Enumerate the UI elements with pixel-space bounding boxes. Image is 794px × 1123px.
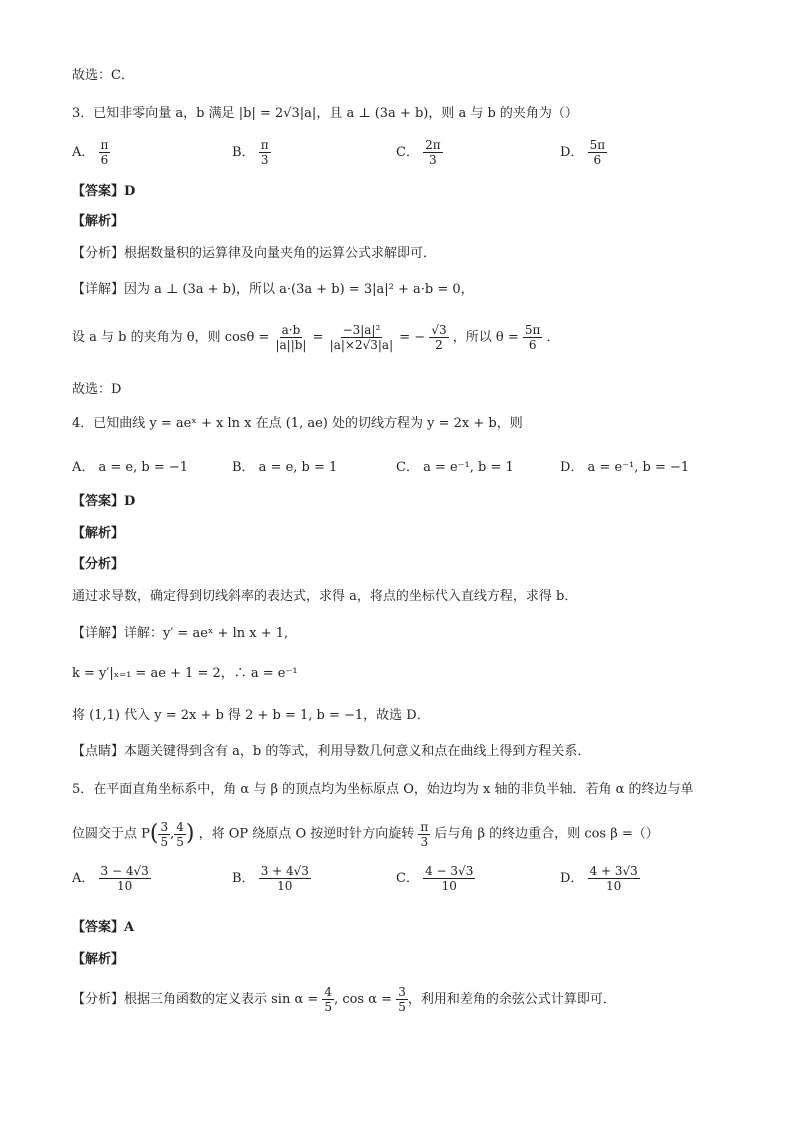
stem-text: 位圆交于点 P: [72, 826, 150, 842]
stem-text: 后与角 β 的终边重合，则 cos β =（）: [434, 826, 659, 842]
option-fraction: $\frac{\pi}{3}$: [260, 138, 269, 167]
q4-fenxi-text: 通过求导数，确定得到切线斜率的表达式，求得 a，将点的坐标代入直线方程，求得 b．: [72, 589, 578, 604]
q3-answer: 【答案】D: [72, 184, 136, 199]
option-label: D．: [560, 145, 584, 160]
q3-stem: 3．已知非零向量 a，b 满足 |b| = 2√3|a|，且 a ⊥ (3a + b)，则 a 与 b 的夹角为（）: [72, 106, 578, 121]
fenxi-text: , cos α =: [334, 992, 393, 1007]
fraction: $\frac{\text{−3|a|²}}{|a|\times 2√3|a|}$: [329, 323, 394, 352]
fraction: $\frac{\pi}{3}$: [420, 819, 429, 849]
q3-detail-2: [72, 318, 734, 358]
q4-fenxi-title: 【分析】: [72, 557, 125, 572]
q4-dianjing: 【点睛】本题关键得到含有 a，b 的等式，利用导数几何意义和点在曲线上得到方程关系．: [72, 744, 591, 759]
q5-option-a: [72, 864, 151, 893]
option-label: B．: [232, 145, 255, 160]
q4-detail-3: 将 (1,1) 代入 y = 2x + b 得 2 + b = 1, b = −1，故选 D．: [72, 708, 430, 723]
option-label: C．: [396, 145, 419, 160]
fraction: $\frac{3}{5}$: [160, 819, 169, 849]
q4-analysis-title: 【解析】: [72, 526, 125, 541]
option-label: A．: [72, 145, 95, 160]
q5-option-b: [232, 864, 311, 893]
q3-option-d: [560, 138, 607, 167]
q4-detail-2: k = y′|ₓ₌₁ = ae + 1 = 2，∴ a = e⁻¹: [72, 666, 298, 681]
equals: =: [312, 330, 324, 345]
q4-option-d: D． a = e⁻¹, b = −1: [560, 460, 690, 475]
fraction: $\frac{a\cdot b}{|a||b|}$: [275, 323, 307, 352]
option-label: D．: [560, 871, 584, 886]
option-label: C．: [396, 871, 419, 886]
option-fraction: $\frac{\pi}{6}$: [100, 138, 109, 167]
q5-stem-1: 5．在平面直角坐标系中，角 α 与 β 的顶点均为坐标原点 O，始边均为 x 轴的非负半轴．若角 α 的终边与单: [72, 782, 694, 797]
detail-text: ，所以 θ =: [452, 330, 519, 345]
q4-answer: 【答案】D: [72, 494, 136, 509]
q5-option-c: [396, 864, 475, 893]
fraction: $\frac{4}{5}$: [324, 985, 333, 1014]
option-fraction: $\frac{4 + 3√3}{10}$: [589, 864, 638, 893]
q5-fenxi: [72, 980, 734, 1020]
q3-analysis-title: 【解析】: [72, 214, 125, 229]
q4-option-a: A． a = e, b = −1: [72, 460, 189, 475]
q4-option-b: B． a = e, b = 1: [232, 460, 338, 475]
q4-option-c: C． a = e⁻¹, b = 1: [396, 460, 514, 475]
detail-text: ．: [546, 330, 560, 345]
q5-stem-2: 位圆交于点 P( $\frac{3}{5}$ , $\frac{4}{5}$ ) ，将 OP 绕原点 O 按逆时针方向旋转 $\frac{\pi}{3}$ 后与角 β 的终边重合，则 cos β =（）: [72, 819, 659, 849]
q3-option-c: [396, 138, 443, 167]
q3-conclusion: 故选：D: [72, 382, 122, 397]
option-fraction: $\frac{2\pi}{3}$: [425, 138, 441, 167]
option-label: B．: [232, 871, 255, 886]
q5-option-d: [560, 864, 640, 893]
stem-text: ，将 OP 绕原点 O 按逆时针方向旋转: [198, 826, 415, 842]
fraction: $\frac{3}{5}$: [398, 985, 406, 1014]
option-label: A．: [72, 871, 95, 886]
q3-fenxi: 【分析】根据数量积的运算律及向量夹角的运算公式求解即可．: [72, 246, 437, 261]
q3-detail-1: 【详解】因为 a ⊥ (3a + b)，所以 a·(3a + b) = 3|a|² + a·b = 0，: [72, 282, 474, 297]
q2-conclusion: 故选：C．: [72, 68, 134, 83]
q4-detail-1: 【详解】详解：y′ = aeˣ + ln x + 1,: [72, 626, 289, 641]
option-fraction: $\frac{3 - 4√3}{10}$: [100, 864, 149, 893]
fenxi-text: ，利用和差角的余弦公式计算即可．: [407, 992, 616, 1007]
detail-text: 设 a 与 b 的夹角为 θ，则 cosθ =: [72, 330, 270, 345]
fenxi-text: 【分析】根据三角函数的定义表示 sin α =: [72, 992, 319, 1007]
q4-stem: 4．已知曲线 y = aeˣ + x ln x 在点 (1, ae) 处的切线方程为 y = 2x + b，则: [72, 416, 523, 431]
equals: = −: [399, 330, 426, 345]
fraction: $\frac{4}{5}$: [176, 819, 184, 849]
fraction: $\frac{5\pi}{6}$: [524, 323, 541, 352]
option-fraction: $\frac{4 - 3√3}{10}$: [425, 864, 474, 893]
q3-option-a: [72, 138, 110, 167]
fraction: $\frac{√3}{2}$: [431, 323, 447, 352]
option-fraction: $\frac{3 + 4√3}{10}$: [260, 864, 309, 893]
q5-answer: 【答案】A: [72, 920, 135, 935]
q5-analysis-title: 【解析】: [72, 952, 125, 967]
q3-option-b: [232, 138, 271, 167]
option-fraction: $\frac{5\pi}{6}$: [589, 138, 606, 167]
